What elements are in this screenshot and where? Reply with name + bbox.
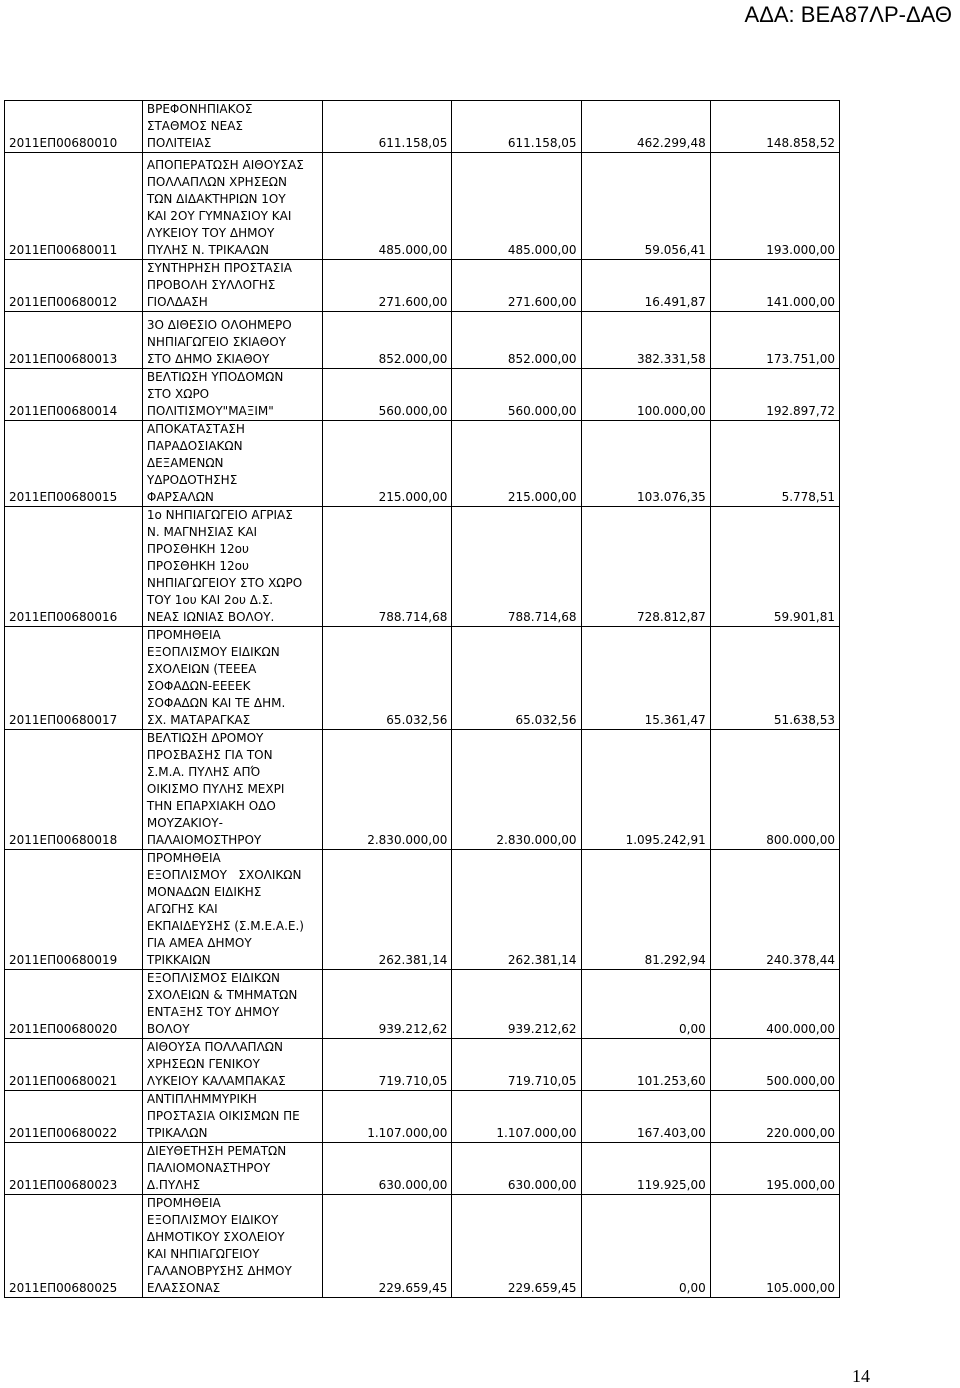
description-line: ΒΟΛΟΥ [146,1022,190,1036]
description-line: ΜΟΥΖΑΚΙΟΥ- [146,816,223,830]
description-line: ΣΥΝΤΗΡΗΣΗ ΠΡΟΣΤΑΣΙΑ [146,261,292,275]
description-line: ΠΡΟΣΤΑΣΙΑ ΟΙΚΙΣΜΩΝ ΠΕ [146,1109,300,1123]
project-description [142,1143,322,1195]
project-description [142,970,322,1039]
description-line: Σ.Μ.Α. ΠΥΛΗΣ ΑΠΌ [146,765,261,779]
amount-3: 382.331,58 [581,312,710,369]
description-line: ΑΙΘΟΥΣΑ ΠΟΛΛΑΠΛΩΝ [146,1040,283,1054]
description-line: ΕΚΠΑΙΔΕΥΣΗΣ (Σ.Μ.Ε.Α.Ε.) [146,919,304,933]
amount-3: 0,00 [581,1195,710,1298]
project-code: 2011ΕΠ00680017 [5,627,143,730]
project-code: 2011ΕΠ00680011 [5,153,143,260]
amount-2: 229.659,45 [452,1195,581,1298]
project-code: 2011ΕΠ00680010 [5,101,143,153]
project-code: 2011ΕΠ00680018 [5,730,143,850]
amount-3: 728.812,87 [581,507,710,627]
description-line: ΝΕΑΣ ΙΩΝΙΑΣ ΒΟΛΟΥ. [146,610,275,624]
description-line: ΤΡΙΚΑΛΩΝ [146,1126,208,1140]
description-line: ΝΗΠΙΑΓΩΓΕΙΟ ΣΚΙΑΘΟΥ [146,335,286,349]
amount-4: 5.778,51 [710,421,839,507]
amount-4: 51.638,53 [710,627,839,730]
project-description [142,1039,322,1091]
amount-3: 0,00 [581,970,710,1039]
description-line: ΠΟΛΛΑΠΛΩΝ ΧΡΗΣΕΩΝ [146,175,287,189]
description-line: ΑΠΟΚΑΤΑΣΤΑΣΗ [146,422,245,436]
amount-2: 560.000,00 [452,369,581,421]
table-row [5,507,840,627]
amount-4: 173.751,00 [710,312,839,369]
amount-3: 103.076,35 [581,421,710,507]
project-description [142,627,322,730]
amount-1: 485.000,00 [323,153,452,260]
amount-2: 939.212,62 [452,970,581,1039]
project-description [142,421,322,507]
description-line: ΔΗΜΟΤΙΚΟΥ ΣΧΟΛΕΙΟΥ [146,1230,285,1244]
description-line: ΣΧΟΛΕΙΩΝ & ΤΜΗΜΑΤΩΝ [146,988,298,1002]
description-line: ΤΗΝ ΕΠΑΡΧΙΑΚΗ ΟΔΟ [146,799,276,813]
amount-3: 462.299,48 [581,101,710,153]
amount-3: 1.095.242,91 [581,730,710,850]
amount-1: 1.107.000,00 [323,1091,452,1143]
amount-4: 59.901,81 [710,507,839,627]
description-line: Ν. ΜΑΓΝΗΣΙΑΣ ΚΑΙ [146,525,258,539]
description-line: ΔΙΕΥΘΕΤΗΣΗ ΡΕΜΑΤΩΝ [146,1144,287,1158]
project-code: 2011ΕΠ00680019 [5,850,143,970]
amount-2: 262.381,14 [452,850,581,970]
project-code: 2011ΕΠ00680016 [5,507,143,627]
amount-2: 611.158,05 [452,101,581,153]
project-description [142,1091,322,1143]
description-line: ΜΟΝΑΔΩΝ ΕΙΔΙΚΗΣ [146,885,262,899]
project-description [142,730,322,850]
description-line: ΕΞΟΠΛΙΣΜΟΥ ΕΙΔΙΚΟΥ [146,1213,279,1227]
table-row [5,1091,840,1143]
project-code: 2011ΕΠ00680021 [5,1039,143,1091]
project-code: 2011ΕΠ00680013 [5,312,143,369]
description-line: ΠΡΟΒΟΛΗ ΣΥΛΛΟΓΗΣ [146,278,276,292]
description-line: ΟΙΚΙΣΜΟ ΠΥΛΗΣ ΜΕΧΡΙ [146,782,285,796]
description-line: ΠΡΟΜΗΘΕΙΑ [146,851,221,865]
description-line: ΠΡΟΜΗΘΕΙΑ [146,628,221,642]
description-line: ΦΑΡΣΑΛΩΝ [146,490,214,504]
amount-4: 105.000,00 [710,1195,839,1298]
project-code: 2011ΕΠ00680020 [5,970,143,1039]
project-description [142,507,322,627]
amount-2: 65.032,56 [452,627,581,730]
description-line: ΧΡΗΣΕΩΝ ΓΕΝΙΚΟΥ [146,1057,260,1071]
amount-4: 192.897,72 [710,369,839,421]
description-line: ΕΛΑΣΣΟΝΑΣ [146,1281,221,1295]
description-line: ΠΡΟΣΘΗΚΗ 12ου [146,559,249,573]
project-description [142,153,322,260]
amount-3: 59.056,41 [581,153,710,260]
description-line: ΠΡΟΣΘΗΚΗ 12ου [146,542,249,556]
amount-1: 262.381,14 [323,850,452,970]
table-row [5,101,840,153]
description-line: ΠΑΛΑΙΟΜΟΣΤΗΡΟΥ [146,833,262,847]
description-line: Δ.ΠΥΛΗΣ [146,1178,201,1192]
project-description [142,1195,322,1298]
description-line: ΑΓΩΓΗΣ ΚΑΙ [146,902,218,916]
description-line: ΒΕΛΤΙΩΣΗ ΔΡΟΜΟΥ [146,731,264,745]
amount-4: 400.000,00 [710,970,839,1039]
page-number: 14 [852,1366,870,1386]
amount-1: 229.659,45 [323,1195,452,1298]
project-code: 2011ΕΠ00680023 [5,1143,143,1195]
description-line: ΑΠΟΠΕΡΑΤΩΣΗ ΑΙΘΟΥΣΑΣ [146,158,304,172]
amount-2: 852.000,00 [452,312,581,369]
project-code: 2011ΕΠ00680014 [5,369,143,421]
project-description [142,850,322,970]
description-line: ΠΡΟΜΗΘΕΙΑ [146,1196,221,1210]
table-row [5,421,840,507]
description-line: 1ο ΝΗΠΙΑΓΩΓΕΙΟ ΑΓΡΙΑΣ [146,508,293,522]
description-line: ΣΟΦΑΔΩΝ ΚΑΙ ΤΕ ΔΗΜ. [146,696,286,710]
amount-3: 15.361,47 [581,627,710,730]
amount-1: 939.212,62 [323,970,452,1039]
amount-2: 485.000,00 [452,153,581,260]
amount-2: 2.830.000,00 [452,730,581,850]
amount-3: 119.925,00 [581,1143,710,1195]
description-line: ΤΟΥ 1ου ΚΑΙ 2ου Δ.Σ. [146,593,274,607]
description-line: ΕΞΟΠΛΙΣΜΟΣ ΕΙΔΙΚΩΝ [146,971,280,985]
project-description [142,312,322,369]
amount-3: 100.000,00 [581,369,710,421]
amount-2: 215.000,00 [452,421,581,507]
description-line: ΒΕΛΤΙΩΣΗ ΥΠΟΔΟΜΩΝ [146,370,284,384]
amount-2: 271.600,00 [452,260,581,312]
amount-1: 271.600,00 [323,260,452,312]
description-line: ΣΤΟ ΔΗΜΟ ΣΚΙΑΘΟΥ [146,352,270,366]
amount-4: 500.000,00 [710,1039,839,1091]
description-line: ΠΡΟΣΒΑΣΗΣ ΓΙΑ ΤΟΝ [146,748,273,762]
amount-3: 101.253,60 [581,1039,710,1091]
description-line: ΠΑΡΑΔΟΣΙΑΚΩΝ [146,439,243,453]
description-line: ΒΡΕΦΟΝΗΠΙΑΚΟΣ [146,102,253,116]
table-row [5,312,840,369]
project-code: 2011ΕΠ00680022 [5,1091,143,1143]
amount-1: 630.000,00 [323,1143,452,1195]
table-row [5,369,840,421]
description-line: 3Ο ΔΙΘΕΣΙΟ ΟΛΟΗΜΕΡΟ [146,318,292,332]
description-line: ΑΝΤΙΠΛΗΜΜΥΡΙΚΗ [146,1092,257,1106]
amount-4: 220.000,00 [710,1091,839,1143]
amount-4: 195.000,00 [710,1143,839,1195]
project-code: 2011ΕΠ00680012 [5,260,143,312]
description-line: ΕΞΟΠΛΙΣΜΟΥ ΣΧΟΛΙΚΩΝ [146,868,302,882]
amount-1: 560.000,00 [323,369,452,421]
description-line: ΠΟΛΙΤΕΙΑΣ [146,136,212,150]
description-line: ΥΔΡΟΔΟΤΗΣΗΣ [146,473,238,487]
amount-2: 788.714,68 [452,507,581,627]
description-line: ΚΑΙ 2ΟΥ ΓΥΜΝΑΣΙΟΥ ΚΑΙ [146,209,292,223]
description-line: ΤΡΙΚΚΑΙΩΝ [146,953,211,967]
amount-3: 167.403,00 [581,1091,710,1143]
table-row [5,1143,840,1195]
amount-1: 2.830.000,00 [323,730,452,850]
description-line: ΓΙΟΛΔΑΣΗ [146,295,208,309]
project-code: 2011ΕΠ00680015 [5,421,143,507]
amount-4: 193.000,00 [710,153,839,260]
description-line: ΓΑΛΑΝΟΒΡΥΣΗΣ ΔΗΜΟΥ [146,1264,292,1278]
description-line: ΠΟΛΙΤΙΣΜΟΥ"ΜΑΞΙΜ" [146,404,274,418]
description-line: ΣΤΟ ΧΩΡΟ [146,387,210,401]
table-row [5,1195,840,1298]
description-line: ΓΙΑ ΑΜΕΑ ΔΗΜΟΥ [146,936,252,950]
table-row [5,153,840,260]
table-row [5,627,840,730]
description-line: ΛΥΚΕΙΟΥ ΚΑΛΑΜΠΑΚΑΣ [146,1074,286,1088]
description-line: ΠΑΛΙΟΜΟΝΑΣΤΗΡΟΥ [146,1161,271,1175]
project-description [142,101,322,153]
description-line: ΠΥΛΗΣ Ν. ΤΡΙΚΑΛΩΝ [146,243,270,257]
projects-table-body [5,101,840,1298]
project-description [142,369,322,421]
amount-2: 630.000,00 [452,1143,581,1195]
amount-1: 611.158,05 [323,101,452,153]
amount-1: 215.000,00 [323,421,452,507]
description-line: ΚΑΙ ΝΗΠΙΑΓΩΓΕΙΟΥ [146,1247,260,1261]
description-line: ΣΤΑΘΜΟΣ ΝΕΑΣ [146,119,243,133]
ada-header: ΑΔΑ: ΒΕΑ87ΛΡ-ΔΑΘ [744,2,952,27]
project-code: 2011ΕΠ00680025 [5,1195,143,1298]
amount-1: 852.000,00 [323,312,452,369]
description-line: ΣΧ. ΜΑΤΑΡΑΓΚΑΣ [146,713,251,727]
amount-3: 81.292,94 [581,850,710,970]
amount-4: 141.000,00 [710,260,839,312]
description-line: ΣΟΦΑΔΩΝ-ΕΕΕΕΚ [146,679,251,693]
description-line: ΛΥΚΕΙΟΥ ΤΟΥ ΔΗΜΟΥ [146,226,275,240]
projects-table [4,100,840,1298]
description-line: ΤΩΝ ΔΙΔΑΚΤΗΡΙΩΝ 1ΟΥ [146,192,286,206]
table-row [5,850,840,970]
table-row [5,260,840,312]
description-line: ΕΝΤΑΞΗΣ ΤΟΥ ΔΗΜΟΥ [146,1005,280,1019]
amount-4: 800.000,00 [710,730,839,850]
table-row [5,970,840,1039]
description-line: ΔΕΞΑΜΕΝΩΝ [146,456,224,470]
table-row [5,730,840,850]
project-description [142,260,322,312]
amount-1: 788.714,68 [323,507,452,627]
amount-2: 1.107.000,00 [452,1091,581,1143]
amount-1: 719.710,05 [323,1039,452,1091]
amount-3: 16.491,87 [581,260,710,312]
table-row [5,1039,840,1091]
description-line: ΕΞΟΠΛΙΣΜΟΥ ΕΙΔΙΚΩΝ [146,645,280,659]
description-line: ΣΧΟΛΕΙΩΝ (ΤΕΕΕΑ [146,662,257,676]
amount-4: 148.858,52 [710,101,839,153]
amount-2: 719.710,05 [452,1039,581,1091]
amount-4: 240.378,44 [710,850,839,970]
description-line: ΝΗΠΙΑΓΩΓΕΙΟΥ ΣΤΟ ΧΩΡΟ [146,576,303,590]
amount-1: 65.032,56 [323,627,452,730]
